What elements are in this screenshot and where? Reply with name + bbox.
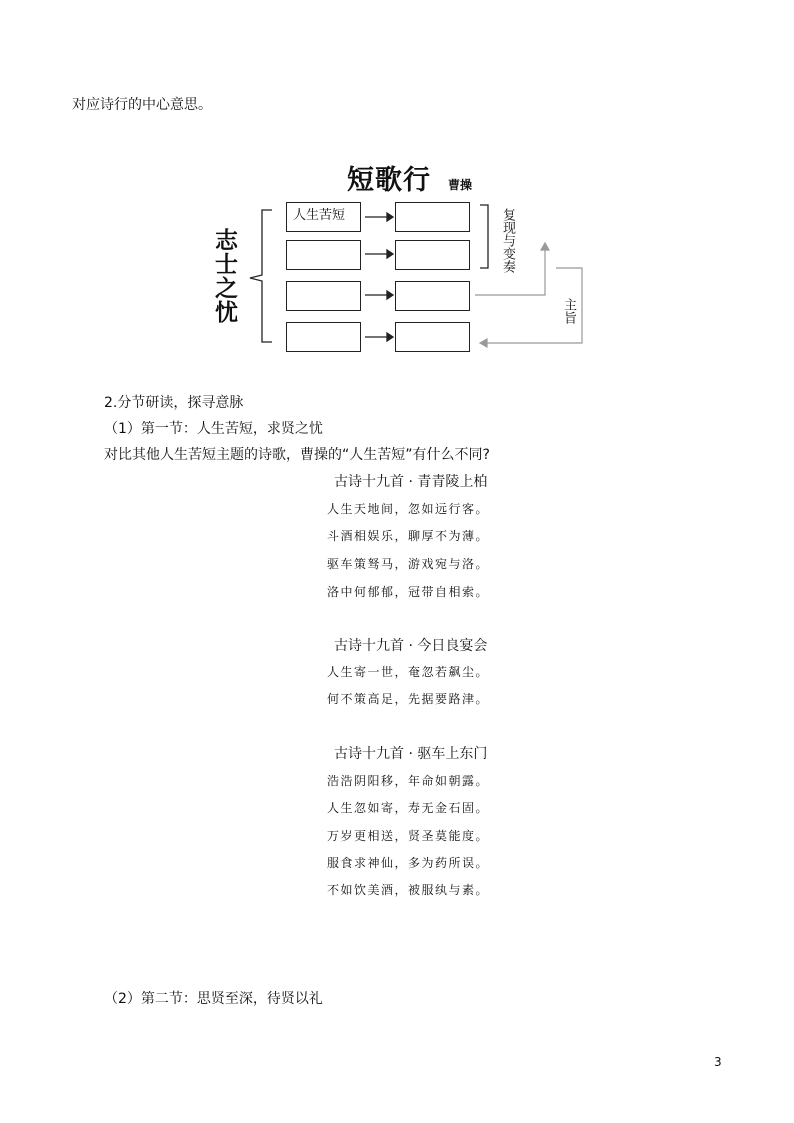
- poem-line: 不如饮美酒，被服纨与素。: [327, 883, 490, 897]
- poem-line: 服食求神仙，多为药所误。: [327, 856, 490, 870]
- feedback-arrows: [475, 243, 582, 347]
- poem-line: 万岁更相送，贤圣莫能度。: [327, 829, 490, 843]
- poem-line: 人生天地间，忽如远行客。: [327, 502, 490, 516]
- poem-line: 浩浩阴阳移，年命如朝露。: [327, 774, 490, 788]
- box-right-3: [395, 281, 470, 311]
- sub1-heading: （1）第一节：人生苦短，求贤之忧: [104, 421, 323, 437]
- box-right-1: [395, 202, 470, 232]
- box-right-4: [395, 322, 470, 352]
- poem-line: 洛中何郁郁，冠带自相索。: [327, 585, 490, 599]
- poem-line: 人生寄一世，奄忽若飙尘。: [327, 665, 490, 679]
- sub2-heading: （2）第二节：思贤至深，待贤以礼: [104, 991, 323, 1007]
- question-text: 对比其他人生苦短主题的诗歌，曹操的“人生苦短”有什么不同?: [104, 447, 490, 463]
- box-left-3: [286, 281, 361, 311]
- poem-title: 古诗十九首 · 驱车上东门: [334, 746, 488, 762]
- right-bracket: [480, 205, 488, 268]
- box-left-1-label: 人生苦短: [293, 208, 346, 223]
- page-number: 3: [714, 1055, 722, 1069]
- poem-title: 古诗十九首 · 青青陵上柏: [334, 474, 488, 490]
- box-left-2: [286, 240, 361, 270]
- poem-line: 驱车策驽马，游戏宛与洛。: [327, 557, 490, 571]
- poem-line: 何不策高足，先据要路津。: [327, 692, 490, 706]
- diagram-side-title: 志士之忧: [211, 228, 237, 324]
- diagram-title: 短歌行: [347, 165, 431, 196]
- poem-line: 人生忽如寄，寿无金石固。: [327, 801, 490, 815]
- label-theme: 主旨: [561, 298, 576, 324]
- box-right-2: [395, 240, 470, 270]
- box-left-1: [286, 202, 361, 232]
- intro-text: 对应诗行的中心意思。: [72, 97, 212, 113]
- diagram-author: 曹操: [448, 178, 473, 192]
- poem-line: 斗酒相娱乐，聊厚不为薄。: [327, 529, 490, 543]
- row-arrows: [365, 213, 393, 341]
- section2-heading: 2.分节研读，探寻意脉: [104, 395, 244, 411]
- label-recurrence-variation: 复现与变奏: [500, 208, 515, 273]
- poem-title: 古诗十九首 · 今日良宴会: [334, 638, 488, 654]
- box-left-4: [286, 322, 361, 352]
- left-brace: [250, 210, 272, 342]
